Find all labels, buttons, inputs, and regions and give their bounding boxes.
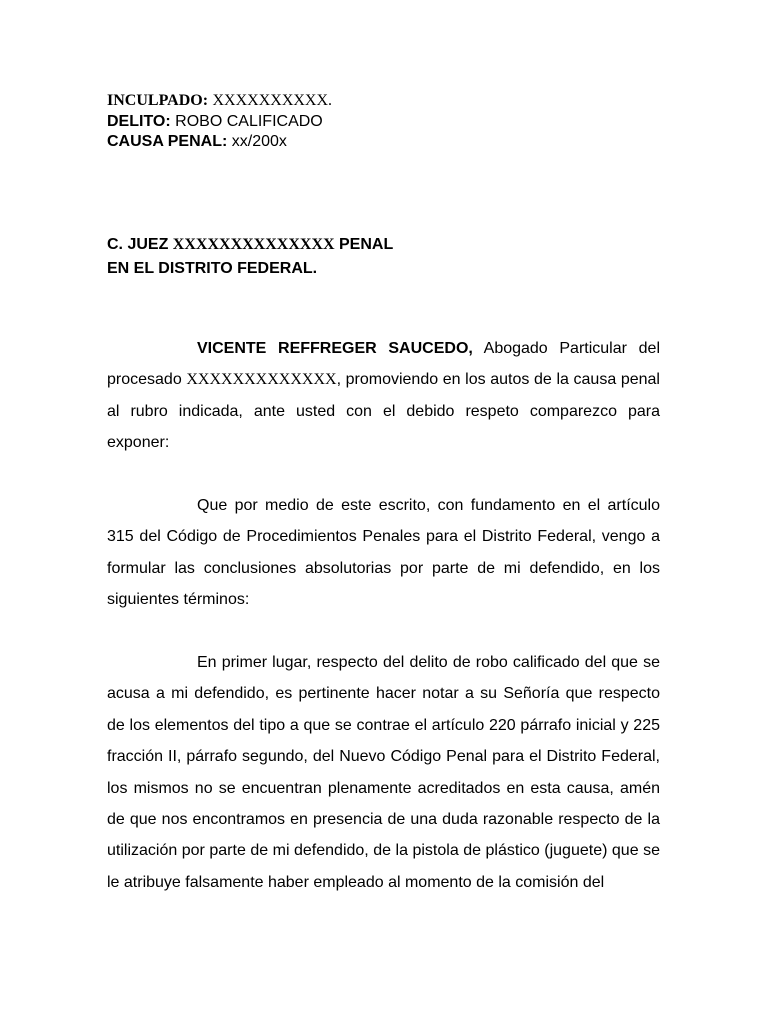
lawyer-name: VICENTE REFFREGER SAUCEDO, [197,340,473,357]
delito-label: DELITO: [107,112,171,130]
defendant-placeholder: XXXXXXXXXXXXX [186,371,337,389]
addressee-block [107,233,667,281]
addressee-penal: PENAL [334,236,394,253]
paragraph-purpose: Que por medio de este escrito, con fundamento en el artículo 315 del Código de Procedimientos Penales para el Distrito Federal, vengo a formular las conclusiones absolutorias por parte de mi defendido, en los siguientes términos: [107,497,660,609]
addressee-judge: C. JUEZ [107,236,173,253]
inculpado-line [107,91,667,112]
addressee-line-2: EN EL DISTRITO FEDERAL. [107,260,318,277]
addressee-line-1 [107,233,667,257]
paragraph-appearance-text-b: , promoviendo en los autos de la causa penal al rubro indicada, ante usted con el debido respeto comparezco para exponer: [107,371,660,452]
addressee-court-placeholder: XXXXXXXXXXXXXX [172,236,335,253]
paragraph-appearance [107,333,660,459]
delito-line [107,112,667,133]
inculpado-label: INCULPADO: [107,92,209,109]
causa-penal-line [107,132,667,153]
inculpado-value: XXXXXXXXXX. [212,92,333,109]
causa-penal-label: CAUSA PENAL: [107,133,228,150]
causa-penal-value: xx/200x [231,133,287,150]
delito-value: ROBO CALIFICADO [175,112,323,130]
paragraph-appearance-text-a: Abogado Particular del procesado [107,340,661,389]
case-header [107,91,667,153]
paragraph-first-argument: En primer lugar, respecto del delito de robo calificado del que se acusa a mi defendido, es pertinente hacer notar a su Señoría que respecto de los elementos del tipo a que se contrae el artículo 220 párrafo inicial y 225 fracción II, párrafo segundo, del Nuevo Código Penal para el Distrito Federal, los mismos no se encuentran plenamente acreditados en esta causa, amén de que nos encontramos en presencia de una duda razonable respecto de la utilización por parte de mi defendido, de la pistola de plástico (juguete) que se le atribuye falsamente haber empleado al momento de la comisión del [107,654,660,891]
